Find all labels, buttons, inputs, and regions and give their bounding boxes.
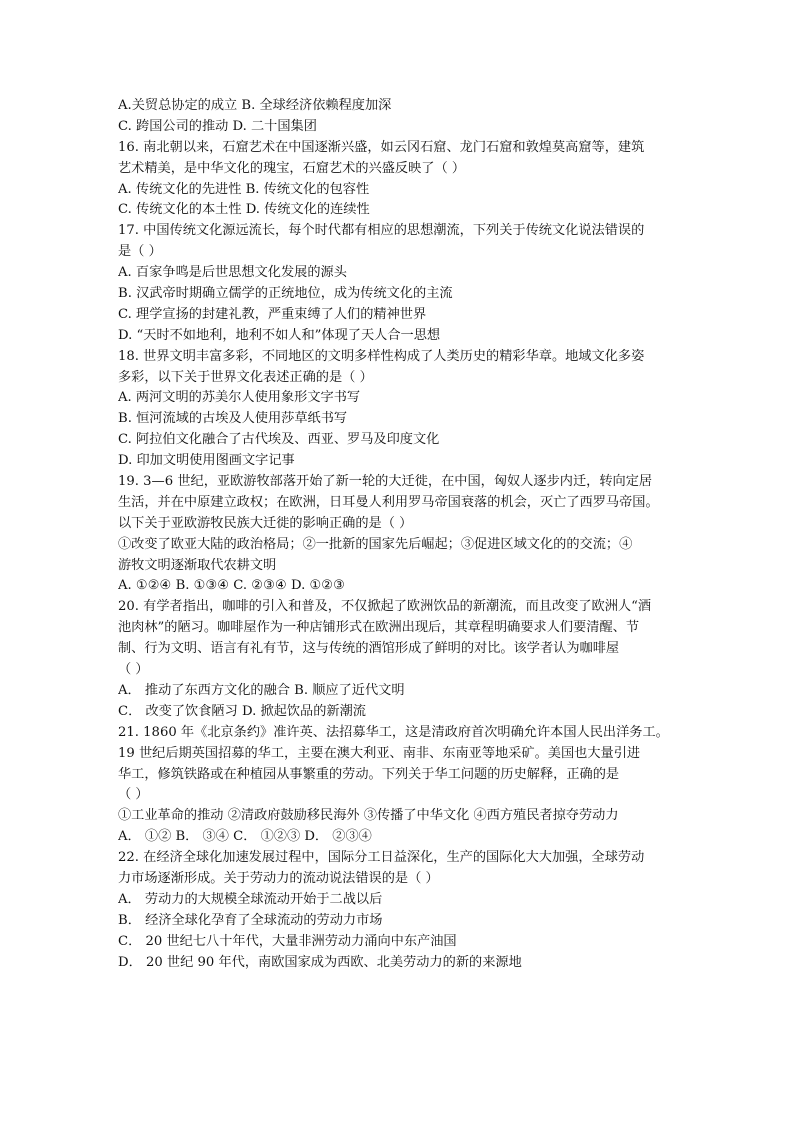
- question-20-line-2: 池肉林”的陋习。咖啡屋作为一种店铺形式在欧洲出现后，其章程明确要求人们要清醒、节: [118, 620, 640, 636]
- question-19-items-line-2: 游牧文明逐渐取代农耕文明: [118, 557, 277, 573]
- question-19-items-line-1: ①改变了欧亚大陆的政治格局；②一批新的国家先后崛起；③促进区域文化的的交流；④: [118, 536, 633, 552]
- option-line-15ab: A.关贸总协定的成立 B. 全球经济依赖程度加深: [118, 98, 392, 113]
- option-line-16ab: A. 传统文化的先进性 B. 传统文化的包容性: [118, 181, 370, 197]
- question-17-line-1: 17. 中国传统文化源远流长，每个时代都有相应的思想潮流，下列关于传统文化说法错误的: [118, 223, 645, 239]
- option-22a: A． 劳动力的大规模全球流动开始于二战以后: [118, 891, 383, 907]
- option-18d: D. 印加文明使用图画文字记事: [118, 453, 295, 469]
- question-21-line-3: 华工，修筑铁路或在种植园从事繁重的劳动。下列关于华工问题的历史解释，正确的是: [118, 766, 620, 782]
- question-19-line-2: 生活，并在中原建立政权；在欧洲，日耳曼人利用罗马帝国衰落的机会，灭亡了西罗马帝国。: [118, 494, 659, 510]
- question-17-line-2: 是（ ）: [118, 244, 162, 260]
- question-18-line-1: 18. 世界文明丰富多彩，不同地区的文明多样性构成了人类历史的精彩华章。地域文化多姿: [118, 348, 645, 364]
- question-16-line-1: 16. 南北朝以来，石窟艺术在中国逐渐兴盛，如云冈石窟、龙门石窟和敦煌莫高窟等，建筑: [118, 139, 645, 155]
- question-19-line-3: 以下关于亚欧游牧民族大迁徙的影响正确的是（ ）: [118, 515, 413, 531]
- question-21-items: ①工业革命的推动 ②清政府鼓励移民海外 ③传播了中华文化 ④西方殖民者掠夺劳动力: [118, 808, 619, 824]
- question-18-line-2: 多彩，以下关于世界文化表述正确的是（ ）: [118, 369, 373, 385]
- question-16-line-2: 艺术精美，是中华文化的瑰宝，石窟艺术的兴盛反映了（ ）: [118, 160, 466, 176]
- question-22-line-2: 力市场逐渐形成。关于劳动力的流动说法错误的是（ ）: [118, 870, 439, 886]
- question-21-line-4: （ ）: [118, 787, 149, 803]
- option-18c: C. 阿拉伯文化融合了古代埃及、西亚、罗马及印度文化: [118, 432, 440, 448]
- option-17d: D. “天时不如地利，地利不如人和”体现了天人合一思想: [118, 327, 441, 343]
- option-line-16cd: C. 传统文化的本土性 D. 传统文化的连续性: [118, 202, 370, 218]
- question-21-line-2: 19 世纪后期英国招募的华工，主要在澳大利亚、南非、东南亚等地采矿。美国也大量引进: [118, 745, 641, 761]
- document-page: [118, 96, 678, 973]
- question-20-line-3: 制、行为文明、语言有礼有节，这与传统的酒馆形成了鲜明的对比。该学者认为咖啡屋: [118, 641, 620, 657]
- question-21-line-1: 21. 1860 年《北京条约》准许英、法招募华工，这是清政府首次明确允许本国人民出洋务工。: [118, 724, 669, 740]
- question-19-line-1: 19. 3—6 世纪，亚欧游牧部落开始了新一轮的大迁徙，在中国，匈奴人逐步内迁，转向定居: [118, 474, 653, 490]
- option-18a: A. 两河文明的苏美尔人使用象形文字书写: [118, 390, 361, 406]
- option-line-20ab: A． 推动了东西方文化的融合 B. 顺应了近代文明: [118, 682, 405, 698]
- option-18b: B. 恒河流域的古埃及人使用莎草纸书写: [118, 411, 348, 427]
- question-20-line-4: （ ）: [118, 662, 149, 678]
- option-22d: D． 20 世纪 90 年代，南欧国家成为西欧、北美劳动力的新的来源地: [118, 954, 522, 970]
- option-line-19: A. ①②④ B. ①③④ C. ②③④ D. ①②③: [118, 578, 345, 594]
- option-line-21: A． ①② B． ③④ C． ①②③ D． ②③④: [118, 829, 372, 845]
- option-line-20cd: C． 改变了饮食陋习 D. 掀起饮品的新潮流: [118, 703, 366, 719]
- option-22b: B． 经济全球化孕育了全球流动的劳动力市场: [118, 912, 383, 928]
- option-17b: B. 汉武帝时期确立儒学的正统地位，成为传统文化的主流: [118, 286, 453, 302]
- option-22c: C． 20 世纪七八十年代，大量非洲劳动力涌向中东产油国: [118, 933, 457, 949]
- option-line-15cd: C. 跨国公司的推动 D. 二十国集团: [118, 118, 317, 134]
- question-22-line-1: 22. 在经济全球化加速发展过程中，国际分工日益深化，生产的国际化大大加强，全球劳动: [118, 850, 645, 866]
- option-17a: A. 百家争鸣是后世思想文化发展的源头: [118, 265, 347, 281]
- option-17c: C. 理学宣扬的封建礼教，严重束缚了人们的精神世界: [118, 306, 427, 322]
- question-20-line-1: 20. 有学者指出，咖啡的引入和普及，不仅掀起了欧洲饮品的新潮流，而且改变了欧洲人“酒: [118, 599, 652, 615]
